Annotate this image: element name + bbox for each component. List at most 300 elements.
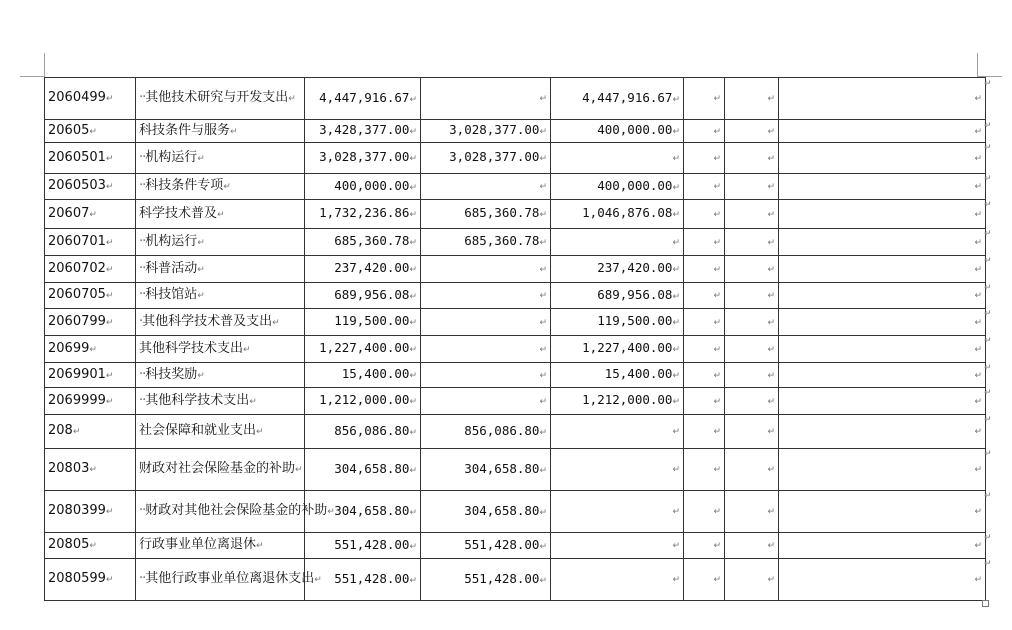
code-text: 20605 bbox=[48, 122, 90, 138]
cell-end-mark: ↵ bbox=[672, 397, 680, 407]
cell-end-mark: ↵ bbox=[672, 127, 680, 137]
cell-c3[interactable] bbox=[551, 415, 684, 449]
cell-end-mark: ↵ bbox=[105, 507, 114, 517]
cell-name[interactable] bbox=[136, 388, 305, 415]
cell-end-mark: ↵ bbox=[89, 209, 97, 220]
cell-end-mark: ↵ bbox=[974, 507, 982, 517]
row-end-mark: ↵ bbox=[984, 200, 992, 210]
cell-c5[interactable] bbox=[725, 449, 779, 491]
indent-dots: ·· bbox=[139, 571, 146, 586]
cell-end-mark: ↵ bbox=[409, 427, 417, 438]
indent-dots: ·· bbox=[139, 392, 146, 408]
amount-text: 689,956.08 bbox=[597, 286, 673, 302]
code-text: 2060503 bbox=[48, 178, 106, 193]
cell-end-mark: ↵ bbox=[672, 94, 680, 105]
cell-code[interactable] bbox=[45, 174, 136, 200]
cell-c5[interactable] bbox=[725, 415, 779, 449]
cell-c5[interactable] bbox=[725, 491, 779, 533]
cell-end-mark: ↵ bbox=[713, 291, 721, 301]
cell-c4[interactable] bbox=[684, 449, 725, 491]
cell-c5[interactable] bbox=[725, 533, 779, 559]
cell-c1[interactable] bbox=[305, 256, 421, 283]
amount-text: 1,227,400.00 bbox=[582, 340, 673, 355]
cell-c5[interactable] bbox=[725, 229, 779, 256]
row-end-mark: ↵ bbox=[984, 559, 992, 569]
cell-c2[interactable] bbox=[421, 363, 551, 388]
cell-end-mark: ↵ bbox=[105, 396, 114, 407]
cell-c4[interactable] bbox=[684, 415, 725, 449]
table-row bbox=[45, 491, 986, 533]
cell-end-mark: ↵ bbox=[409, 94, 417, 105]
cell-end-mark: ↵ bbox=[767, 237, 775, 248]
amount-text: 304,658.80 bbox=[464, 460, 540, 476]
amount-text: 685,360.78 bbox=[464, 205, 540, 220]
cell-c5[interactable] bbox=[725, 283, 779, 309]
amount-text: 304,658.80 bbox=[464, 502, 540, 518]
cell-end-mark: ↵ bbox=[89, 344, 97, 355]
cell-end-mark: ↵ bbox=[105, 237, 114, 248]
cell-c2[interactable] bbox=[421, 200, 551, 229]
cell-end-mark: ↵ bbox=[767, 396, 775, 407]
indent-dots: · bbox=[139, 313, 143, 329]
cell-name[interactable] bbox=[136, 336, 305, 363]
indent-dots: ·· bbox=[139, 233, 146, 249]
cell-c2[interactable] bbox=[421, 309, 551, 336]
row-end-mark: ↵ bbox=[984, 491, 992, 501]
cell-end-mark: ↵ bbox=[672, 210, 680, 220]
cell-c3[interactable] bbox=[551, 256, 684, 283]
table-row bbox=[45, 388, 986, 415]
code-text: 20699 bbox=[48, 340, 90, 356]
cell-code[interactable] bbox=[45, 256, 136, 283]
cell-c6[interactable] bbox=[779, 143, 986, 174]
cell-c1[interactable] bbox=[305, 200, 421, 229]
name-text: 科技条件与服务 bbox=[139, 122, 231, 138]
cell-c3[interactable] bbox=[551, 143, 684, 174]
cell-c3[interactable] bbox=[551, 174, 684, 200]
table-row bbox=[45, 449, 986, 491]
name-text: 科学技术普及 bbox=[139, 205, 218, 221]
amount-text: 400,000.00 bbox=[597, 177, 673, 193]
cell-c3[interactable] bbox=[551, 533, 684, 559]
cell-c6[interactable] bbox=[779, 229, 986, 256]
cell-end-mark: ↵ bbox=[197, 153, 205, 164]
cell-c2[interactable] bbox=[421, 491, 551, 533]
cell-c3[interactable] bbox=[551, 120, 684, 143]
cell-end-mark: ↵ bbox=[230, 126, 238, 137]
cell-name[interactable] bbox=[136, 559, 322, 601]
cell-end-mark: ↵ bbox=[295, 465, 303, 475]
cell-end-mark: ↵ bbox=[974, 126, 982, 137]
amount-text: 551,428.00 bbox=[334, 570, 410, 586]
cell-code[interactable] bbox=[45, 143, 136, 174]
cell-code[interactable] bbox=[45, 229, 136, 256]
cell-end-mark: ↵ bbox=[409, 182, 417, 193]
cell-c4[interactable] bbox=[684, 256, 725, 283]
cell-c5[interactable] bbox=[725, 78, 779, 120]
cell-c6[interactable] bbox=[779, 533, 986, 559]
cell-c3[interactable] bbox=[551, 78, 684, 120]
cell-code[interactable] bbox=[45, 200, 136, 229]
name-text: 财政对其他社会保险基金的补助 bbox=[145, 503, 328, 518]
code-text: 2060702 bbox=[48, 260, 106, 276]
code-text: 2060499 bbox=[48, 90, 106, 105]
cell-end-mark: ↵ bbox=[672, 465, 680, 475]
row-end-mark: ↵ bbox=[984, 256, 992, 266]
name-text: 科技馆站 bbox=[145, 287, 198, 302]
cell-name[interactable] bbox=[136, 174, 305, 200]
cell-end-mark: ↵ bbox=[409, 318, 417, 328]
amount-text: 119,500.00 bbox=[597, 313, 673, 328]
cell-c6[interactable] bbox=[779, 363, 986, 388]
name-text: 其他科学技术支出 bbox=[139, 340, 244, 356]
cell-end-mark: ↵ bbox=[539, 344, 547, 355]
cell-c4[interactable] bbox=[684, 174, 725, 200]
cell-end-mark: ↵ bbox=[256, 541, 264, 551]
cell-end-mark: ↵ bbox=[672, 371, 680, 381]
cell-c1[interactable] bbox=[305, 229, 421, 256]
cell-end-mark: ↵ bbox=[105, 94, 114, 104]
cell-c1[interactable] bbox=[305, 120, 421, 143]
cell-c3[interactable] bbox=[551, 491, 684, 533]
cell-end-mark: ↵ bbox=[767, 182, 775, 192]
cell-name[interactable] bbox=[136, 200, 305, 229]
cell-name[interactable] bbox=[136, 491, 335, 533]
table-row bbox=[45, 143, 986, 174]
cell-end-mark: ↵ bbox=[974, 264, 982, 275]
cell-c2[interactable] bbox=[421, 415, 551, 449]
cell-c2[interactable] bbox=[421, 174, 551, 200]
cell-c2[interactable] bbox=[421, 78, 551, 120]
row-end-mark: ↵ bbox=[984, 309, 992, 319]
cell-c2[interactable] bbox=[421, 229, 551, 256]
cell-end-mark: ↵ bbox=[713, 541, 721, 551]
cell-c5[interactable] bbox=[725, 388, 779, 415]
cell-end-mark: ↵ bbox=[409, 210, 417, 220]
cell-c4[interactable] bbox=[684, 533, 725, 559]
code-text: 2080399 bbox=[48, 503, 106, 518]
cell-c6[interactable] bbox=[779, 256, 986, 283]
name-text: 其他行政事业单位离退休支出 bbox=[145, 571, 315, 586]
cell-c1[interactable] bbox=[305, 449, 421, 491]
cell-name[interactable] bbox=[136, 256, 305, 283]
cell-end-mark: ↵ bbox=[105, 291, 114, 301]
cell-c3[interactable] bbox=[551, 363, 684, 388]
cell-end-mark: ↵ bbox=[105, 575, 114, 585]
cell-end-mark: ↵ bbox=[713, 94, 721, 104]
amount-text: 551,428.00 bbox=[334, 536, 410, 552]
cell-end-mark: ↵ bbox=[409, 575, 417, 586]
cell-code[interactable] bbox=[45, 283, 136, 309]
cell-c3[interactable] bbox=[551, 200, 684, 229]
cell-c3[interactable] bbox=[551, 309, 684, 336]
code-text: 2069999 bbox=[48, 392, 106, 408]
cell-end-mark: ↵ bbox=[974, 541, 982, 551]
cell-c6[interactable] bbox=[779, 283, 986, 309]
cell-code[interactable] bbox=[45, 533, 136, 559]
table-row bbox=[45, 283, 986, 309]
cell-c2[interactable] bbox=[421, 120, 551, 143]
cell-end-mark: ↵ bbox=[217, 209, 225, 220]
cell-c5[interactable] bbox=[725, 200, 779, 229]
cell-end-mark: ↵ bbox=[672, 507, 680, 517]
amount-text: 551,428.00 bbox=[464, 570, 540, 586]
cell-c3[interactable] bbox=[551, 388, 684, 415]
cell-c4[interactable] bbox=[684, 78, 725, 120]
cell-name[interactable] bbox=[136, 449, 305, 491]
cell-end-mark: ↵ bbox=[713, 465, 721, 475]
amount-text: 1,046,876.08 bbox=[582, 205, 673, 220]
cell-end-mark: ↵ bbox=[539, 154, 547, 164]
crop-mark-top-right-vertical bbox=[977, 53, 978, 77]
cell-c4[interactable] bbox=[684, 363, 725, 388]
cell-end-mark: ↵ bbox=[197, 237, 205, 248]
cell-end-mark: ↵ bbox=[327, 507, 335, 517]
cell-end-mark: ↵ bbox=[672, 182, 680, 193]
cell-name[interactable] bbox=[136, 78, 305, 120]
cell-c4[interactable] bbox=[684, 388, 725, 415]
cell-code[interactable] bbox=[45, 336, 136, 363]
indent-dots: ·· bbox=[139, 260, 146, 276]
cell-end-mark: ↵ bbox=[89, 465, 97, 475]
amount-text: 3,028,377.00 bbox=[449, 149, 540, 164]
cell-end-mark: ↵ bbox=[767, 94, 775, 104]
amount-text: 15,400.00 bbox=[341, 366, 410, 381]
cell-end-mark: ↵ bbox=[767, 427, 775, 437]
cell-end-mark: ↵ bbox=[974, 465, 982, 475]
cell-end-mark: ↵ bbox=[539, 210, 547, 220]
table-body bbox=[45, 78, 986, 601]
cell-c6[interactable] bbox=[779, 449, 986, 491]
cell-c5[interactable] bbox=[725, 143, 779, 174]
cell-end-mark: ↵ bbox=[672, 237, 680, 248]
cell-name[interactable] bbox=[136, 229, 305, 256]
cell-c2[interactable] bbox=[421, 559, 551, 601]
cell-code[interactable] bbox=[45, 309, 136, 336]
table-resize-handle[interactable] bbox=[982, 600, 989, 607]
cell-c4[interactable] bbox=[684, 283, 725, 309]
amount-text: 1,212,000.00 bbox=[319, 392, 410, 407]
cell-name[interactable] bbox=[136, 363, 305, 388]
cell-end-mark: ↵ bbox=[974, 317, 982, 328]
amount-text: 856,086.80 bbox=[334, 422, 410, 438]
cell-end-mark: ↵ bbox=[713, 370, 721, 381]
cell-c4[interactable] bbox=[684, 120, 725, 143]
cell-end-mark: ↵ bbox=[672, 575, 680, 585]
cell-end-mark: ↵ bbox=[713, 264, 721, 275]
cell-end-mark: ↵ bbox=[767, 541, 775, 551]
amount-text: 237,420.00 bbox=[597, 260, 673, 275]
cell-end-mark: ↵ bbox=[105, 182, 114, 192]
cell-c5[interactable] bbox=[725, 336, 779, 363]
table-row bbox=[45, 363, 986, 388]
name-text: 社会保障和就业支出 bbox=[139, 423, 257, 438]
cell-end-mark: ↵ bbox=[539, 127, 547, 137]
cell-c1[interactable] bbox=[305, 388, 421, 415]
cell-c6[interactable] bbox=[779, 120, 986, 143]
cell-c1[interactable] bbox=[305, 363, 421, 388]
cell-c2[interactable] bbox=[421, 336, 551, 363]
cell-c1[interactable] bbox=[305, 559, 421, 601]
cell-end-mark: ↵ bbox=[767, 126, 775, 137]
cell-end-mark: ↵ bbox=[713, 126, 721, 137]
cell-end-mark: ↵ bbox=[767, 317, 775, 328]
cell-c6[interactable] bbox=[779, 309, 986, 336]
cell-c5[interactable] bbox=[725, 174, 779, 200]
amount-text: 4,447,916.67 bbox=[582, 89, 673, 105]
cell-end-mark: ↵ bbox=[539, 465, 547, 476]
cell-end-mark: ↵ bbox=[767, 264, 775, 275]
cell-c2[interactable] bbox=[421, 533, 551, 559]
cell-end-mark: ↵ bbox=[713, 153, 721, 164]
cell-c2[interactable] bbox=[421, 283, 551, 309]
indent-dots: ·· bbox=[139, 90, 146, 105]
cell-code[interactable] bbox=[45, 449, 136, 491]
cell-end-mark: ↵ bbox=[767, 575, 775, 585]
cell-end-mark: ↵ bbox=[713, 396, 721, 407]
cell-c2[interactable] bbox=[421, 143, 551, 174]
cell-c4[interactable] bbox=[684, 336, 725, 363]
cell-end-mark: ↵ bbox=[105, 370, 114, 381]
cell-end-mark: ↵ bbox=[105, 153, 114, 164]
name-text: 机构运行 bbox=[145, 149, 198, 165]
cell-c6[interactable] bbox=[779, 200, 986, 229]
cell-code[interactable] bbox=[45, 491, 136, 533]
row-end-mark: ↵ bbox=[984, 283, 992, 293]
cell-c5[interactable] bbox=[725, 559, 779, 601]
cell-c1[interactable] bbox=[305, 174, 421, 200]
cell-c3[interactable] bbox=[551, 283, 684, 309]
cell-name[interactable] bbox=[136, 309, 305, 336]
cell-c5[interactable] bbox=[725, 120, 779, 143]
cell-end-mark: ↵ bbox=[409, 345, 417, 355]
amount-text: 856,086.80 bbox=[464, 422, 540, 438]
code-text: 2060799 bbox=[48, 313, 106, 329]
cell-c6[interactable] bbox=[779, 78, 986, 120]
cell-name[interactable] bbox=[136, 415, 305, 449]
cell-c2[interactable] bbox=[421, 388, 551, 415]
cell-c3[interactable] bbox=[551, 449, 684, 491]
amount-text: 685,360.78 bbox=[334, 233, 410, 248]
cell-c4[interactable] bbox=[684, 309, 725, 336]
cell-end-mark: ↵ bbox=[672, 291, 680, 302]
cell-end-mark: ↵ bbox=[713, 182, 721, 192]
amount-text: 400,000.00 bbox=[597, 122, 673, 137]
cell-end-mark: ↵ bbox=[672, 153, 680, 164]
cell-name[interactable] bbox=[136, 143, 305, 174]
amount-text: 551,428.00 bbox=[464, 536, 540, 552]
cell-end-mark: ↵ bbox=[314, 575, 322, 585]
cell-end-mark: ↵ bbox=[197, 264, 205, 275]
cell-end-mark: ↵ bbox=[974, 209, 982, 220]
amount-text: 3,428,377.00 bbox=[319, 122, 410, 137]
cell-c4[interactable] bbox=[684, 229, 725, 256]
row-end-mark: ↵ bbox=[984, 449, 992, 459]
cell-end-mark: ↵ bbox=[767, 465, 775, 475]
cell-end-mark: ↵ bbox=[539, 507, 547, 518]
cell-code[interactable] bbox=[45, 78, 136, 120]
cell-end-mark: ↵ bbox=[409, 371, 417, 381]
cell-code[interactable] bbox=[45, 415, 136, 449]
cell-end-mark: ↵ bbox=[672, 318, 680, 328]
row-end-mark: ↵ bbox=[984, 336, 992, 346]
cell-c1[interactable] bbox=[305, 78, 421, 120]
cell-c4[interactable] bbox=[684, 143, 725, 174]
cell-c1[interactable] bbox=[305, 143, 421, 174]
cell-name[interactable] bbox=[136, 533, 305, 559]
amount-text: 3,028,377.00 bbox=[319, 149, 410, 164]
cell-c2[interactable] bbox=[421, 449, 551, 491]
amount-text: 400,000.00 bbox=[334, 177, 410, 193]
cell-end-mark: ↵ bbox=[539, 575, 547, 586]
cell-end-mark: ↵ bbox=[767, 344, 775, 355]
cell-c1[interactable] bbox=[305, 283, 421, 309]
cell-c6[interactable] bbox=[779, 415, 986, 449]
cell-code[interactable] bbox=[45, 559, 136, 601]
cell-end-mark: ↵ bbox=[72, 427, 81, 437]
cell-end-mark: ↵ bbox=[105, 317, 114, 328]
table-row bbox=[45, 559, 986, 601]
row-end-mark: ↵ bbox=[984, 363, 992, 373]
cell-end-mark: ↵ bbox=[539, 541, 547, 552]
row-end-mark: ↵ bbox=[984, 388, 992, 398]
indent-dots: ·· bbox=[139, 366, 146, 382]
cell-end-mark: ↵ bbox=[974, 344, 982, 355]
code-text: 2080599 bbox=[48, 571, 106, 586]
cell-end-mark: ↵ bbox=[974, 94, 982, 104]
cell-c6[interactable] bbox=[779, 491, 986, 533]
cell-c3[interactable] bbox=[551, 229, 684, 256]
code-text: 2060501 bbox=[48, 149, 106, 165]
cell-end-mark: ↵ bbox=[409, 507, 417, 518]
cell-code[interactable] bbox=[45, 120, 136, 143]
cell-code[interactable] bbox=[45, 388, 136, 415]
name-text: 其他科学技术普及支出 bbox=[142, 313, 273, 329]
cell-c5[interactable] bbox=[725, 256, 779, 283]
cell-c5[interactable] bbox=[725, 309, 779, 336]
cell-c4[interactable] bbox=[684, 491, 725, 533]
cell-c3[interactable] bbox=[551, 559, 684, 601]
cell-name[interactable] bbox=[136, 283, 305, 309]
cell-c4[interactable] bbox=[684, 200, 725, 229]
name-text: 财政对社会保险基金的补助 bbox=[139, 461, 296, 476]
cell-c1[interactable] bbox=[305, 336, 421, 363]
cell-c6[interactable] bbox=[779, 559, 986, 601]
cell-c3[interactable] bbox=[551, 336, 684, 363]
cell-c6[interactable] bbox=[779, 336, 986, 363]
cell-name[interactable] bbox=[136, 120, 305, 143]
row-end-mark: ↵ bbox=[984, 79, 992, 89]
cell-c5[interactable] bbox=[725, 363, 779, 388]
cell-end-mark: ↵ bbox=[767, 507, 775, 517]
cell-c4[interactable] bbox=[684, 559, 725, 601]
cell-end-mark: ↵ bbox=[539, 317, 547, 328]
cell-c2[interactable] bbox=[421, 256, 551, 283]
code-text: 20803 bbox=[48, 461, 90, 476]
cell-c1[interactable] bbox=[305, 309, 421, 336]
cell-end-mark: ↵ bbox=[672, 541, 680, 551]
name-text: 科普活动 bbox=[145, 260, 198, 276]
cell-end-mark: ↵ bbox=[105, 264, 114, 275]
amount-text: 304,658.80 bbox=[334, 502, 410, 518]
cell-c6[interactable] bbox=[779, 388, 986, 415]
cell-end-mark: ↵ bbox=[713, 344, 721, 355]
cell-end-mark: ↵ bbox=[197, 291, 205, 301]
cell-code[interactable] bbox=[45, 363, 136, 388]
cell-c6[interactable] bbox=[779, 174, 986, 200]
cell-c1[interactable] bbox=[305, 533, 421, 559]
cell-c1[interactable] bbox=[305, 415, 421, 449]
